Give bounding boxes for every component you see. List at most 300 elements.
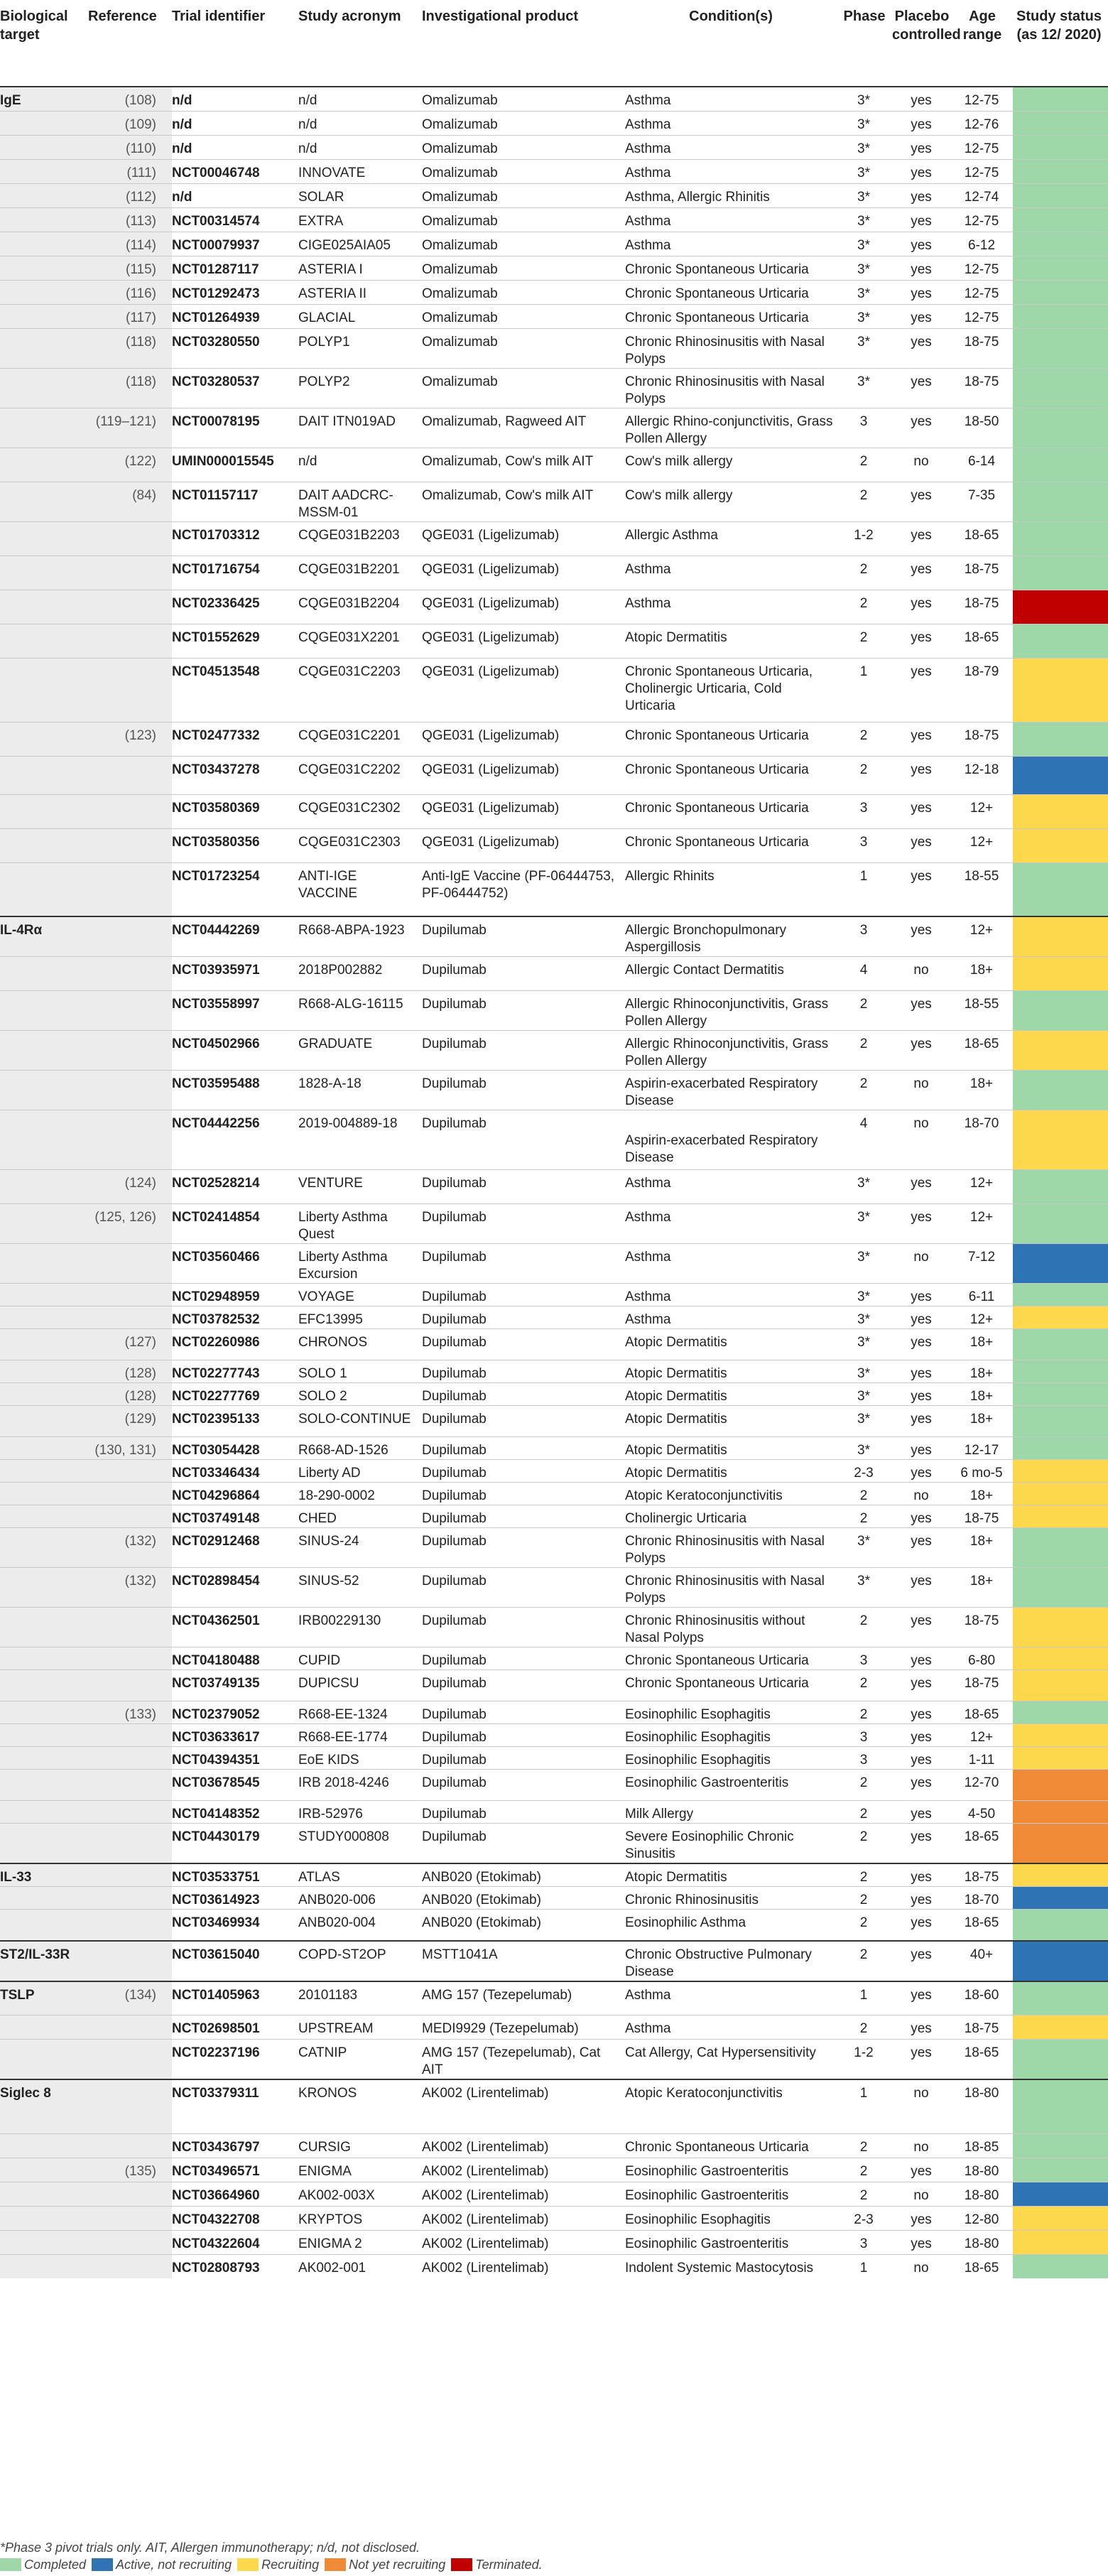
product-cell: Dupilumab bbox=[422, 1707, 487, 1722]
trial-id-cell: NCT01723254 bbox=[172, 868, 260, 884]
phase-cell: 3* bbox=[857, 1176, 870, 1191]
condition-cell: Allergic Bronchopulmonary Aspergillosis bbox=[625, 923, 787, 955]
phase-cell: 3* bbox=[857, 117, 870, 132]
reference-cell bbox=[88, 1863, 172, 1887]
trial-id-cell: NCT04430179 bbox=[172, 1829, 260, 1844]
trial-id-cell: NCT03614923 bbox=[172, 1893, 260, 1907]
placebo-cell: yes bbox=[911, 1037, 932, 1051]
placebo-cell: yes bbox=[911, 1987, 932, 2003]
age-cell: 12-75 bbox=[964, 261, 999, 277]
trial-id-cell: NCT02237196 bbox=[172, 2045, 260, 2060]
status-indicator bbox=[1013, 232, 1108, 256]
acronym-cell: SOLO-CONTINUE bbox=[298, 1412, 411, 1427]
reference-cell bbox=[88, 794, 172, 828]
header-trial: Trial identifier bbox=[172, 0, 298, 87]
acronym-cell: SOLAR bbox=[298, 189, 344, 205]
status-indicator bbox=[1013, 2182, 1108, 2206]
trial-id-cell: NCT01552629 bbox=[172, 629, 260, 645]
phase-cell: 2 bbox=[859, 629, 868, 645]
table-row bbox=[0, 1724, 1108, 1747]
placebo-cell: yes bbox=[911, 2021, 932, 2036]
table-row bbox=[0, 1204, 1108, 1244]
legend-swatch bbox=[0, 2558, 21, 2571]
acronym-cell: UPSTREAM bbox=[298, 2021, 374, 2036]
target-cell bbox=[0, 2254, 88, 2278]
status-indicator bbox=[1013, 408, 1108, 448]
reference-cell bbox=[88, 1031, 172, 1071]
table-row bbox=[0, 2206, 1108, 2230]
age-cell: 18-50 bbox=[964, 413, 999, 429]
phase-cell: 3* bbox=[857, 334, 870, 350]
age-cell: 6-11 bbox=[968, 1289, 995, 1304]
placebo-cell: yes bbox=[911, 1676, 932, 1691]
table-row bbox=[0, 232, 1108, 256]
condition-cell: Chronic Rhinosinusitis with Nasal Polyps bbox=[625, 374, 825, 406]
condition-cell: Chronic Rhinosinusitis with Nasal Polyps bbox=[625, 1574, 825, 1606]
reference-cell: (128) bbox=[88, 1383, 172, 1406]
age-cell: 18-65 bbox=[964, 2045, 999, 2060]
reference-cell: (122) bbox=[88, 448, 172, 482]
target-cell bbox=[0, 1824, 88, 1864]
age-cell: 12+ bbox=[970, 800, 994, 816]
reference-cell: (135) bbox=[88, 2158, 172, 2182]
status-indicator bbox=[1013, 183, 1108, 207]
condition-cell: Asthma bbox=[625, 237, 671, 253]
trial-id-cell: NCT03782532 bbox=[172, 1312, 260, 1327]
reference-cell: (113) bbox=[88, 207, 172, 232]
reference-cell bbox=[88, 862, 172, 916]
phase-cell: 3* bbox=[857, 1534, 870, 1549]
table-row bbox=[0, 590, 1108, 624]
trial-id-cell: n/d bbox=[172, 141, 192, 156]
age-cell: 12-17 bbox=[964, 1443, 999, 1458]
age-cell: 12-75 bbox=[964, 213, 999, 229]
acronym-cell: ENIGMA 2 bbox=[298, 2236, 362, 2251]
trial-id-cell: NCT03935971 bbox=[172, 963, 260, 978]
age-cell: 12+ bbox=[970, 1312, 994, 1327]
reference-cell: (127) bbox=[88, 1329, 172, 1360]
phase-cell: 2 bbox=[859, 595, 868, 611]
reference-cell: (84) bbox=[88, 482, 172, 521]
product-cell: QGE031 (Ligelizumab) bbox=[422, 527, 560, 543]
trial-id-cell: NCT04180488 bbox=[172, 1653, 260, 1668]
reference-cell bbox=[88, 1747, 172, 1770]
condition-cell: Chronic Rhinosinusitis with Nasal Polyps bbox=[625, 334, 825, 367]
reference-cell bbox=[88, 1670, 172, 1701]
condition-cell: Allergic Rhinoconjunctivitis, Grass Pollen Allergy bbox=[625, 997, 829, 1029]
product-cell: AMG 157 (Tezepelumab), Cat AIT bbox=[422, 2045, 601, 2077]
product-cell: Omalizumab bbox=[422, 237, 498, 253]
target-cell bbox=[0, 862, 88, 916]
product-cell: MSTT1041A bbox=[422, 1947, 498, 1962]
age-cell: 18-75 bbox=[964, 1676, 999, 1691]
table-row bbox=[0, 1483, 1108, 1505]
placebo-cell: no bbox=[913, 963, 929, 978]
phase-cell: 3 bbox=[859, 800, 868, 816]
product-cell: AK002 (Lirentelimab) bbox=[422, 2212, 549, 2227]
table-row bbox=[0, 828, 1108, 862]
placebo-cell: no bbox=[913, 1076, 929, 1091]
age-cell: 12+ bbox=[970, 923, 994, 938]
target-cell bbox=[0, 2015, 88, 2040]
trial-id-cell: NCT02948959 bbox=[172, 1289, 260, 1304]
reference-cell bbox=[88, 1824, 172, 1864]
header-placebo: Placebo controlled bbox=[892, 0, 955, 87]
placebo-cell: yes bbox=[911, 286, 932, 301]
header-product: Investigational product bbox=[422, 0, 625, 87]
status-indicator bbox=[1013, 1031, 1108, 1071]
placebo-cell: yes bbox=[911, 1466, 932, 1481]
status-indicator bbox=[1013, 1724, 1108, 1747]
condition-cell: Eosinophilic Gastroenteritis bbox=[625, 2163, 789, 2179]
phase-cell: 3* bbox=[857, 213, 870, 229]
phase-cell: 3* bbox=[857, 1312, 870, 1327]
status-indicator bbox=[1013, 1647, 1108, 1670]
product-cell: Dupilumab bbox=[422, 1488, 487, 1503]
status-indicator bbox=[1013, 1360, 1108, 1383]
product-cell: Dupilumab bbox=[422, 1037, 487, 1051]
status-indicator bbox=[1013, 521, 1108, 556]
table-row bbox=[0, 756, 1108, 794]
trial-id-cell: NCT00046748 bbox=[172, 165, 260, 180]
target-cell: IL-4Rα bbox=[0, 916, 88, 957]
condition-cell: Chronic Spontaneous Urticaria bbox=[625, 2139, 809, 2155]
product-cell: Dupilumab bbox=[422, 1730, 487, 1745]
age-cell: 18-85 bbox=[964, 2139, 999, 2155]
placebo-cell: yes bbox=[911, 1807, 932, 1822]
phase-cell: 2 bbox=[859, 453, 868, 469]
target-cell bbox=[0, 1170, 88, 1204]
target-cell bbox=[0, 1329, 88, 1360]
age-cell: 7-12 bbox=[967, 1250, 996, 1265]
product-cell: Dupilumab bbox=[422, 1613, 487, 1628]
status-indicator bbox=[1013, 482, 1108, 521]
target-cell bbox=[0, 368, 88, 408]
table-row bbox=[0, 2079, 1108, 2133]
condition-cell: Asthma bbox=[625, 595, 671, 611]
placebo-cell: yes bbox=[911, 2236, 932, 2251]
placebo-cell: yes bbox=[911, 1753, 932, 1768]
condition-cell: Cholinergic Urticaria bbox=[625, 1511, 747, 1526]
product-cell: Anti-IgE Vaccine (PF-06444753, PF-06444752) bbox=[422, 868, 615, 901]
trial-id-cell: n/d bbox=[172, 189, 192, 205]
table-row bbox=[0, 1406, 1108, 1437]
table-row bbox=[0, 1770, 1108, 1801]
placebo-cell: yes bbox=[911, 237, 932, 253]
acronym-cell: SINUS-24 bbox=[298, 1534, 359, 1549]
condition-cell: Asthma bbox=[625, 1250, 671, 1265]
status-indicator bbox=[1013, 2206, 1108, 2230]
target-cell bbox=[0, 1406, 88, 1437]
age-cell: 12+ bbox=[970, 1730, 994, 1745]
product-cell: Dupilumab bbox=[422, 1289, 487, 1304]
age-cell: 12-18 bbox=[964, 762, 999, 777]
age-cell: 18-75 bbox=[964, 561, 999, 577]
status-indicator bbox=[1013, 828, 1108, 862]
table-row bbox=[0, 1747, 1108, 1770]
age-cell: 12-75 bbox=[964, 165, 999, 180]
placebo-cell: yes bbox=[911, 527, 932, 543]
phase-cell: 2 bbox=[859, 1870, 868, 1885]
product-cell: AK002 (Lirentelimab) bbox=[422, 2260, 549, 2275]
phase-cell: 3* bbox=[857, 286, 870, 301]
placebo-cell: yes bbox=[911, 1829, 932, 1844]
placebo-cell: yes bbox=[911, 629, 932, 645]
product-cell: Omalizumab bbox=[422, 213, 498, 229]
condition-cell: Asthma bbox=[625, 165, 671, 180]
age-cell: 18-65 bbox=[964, 1829, 999, 1844]
placebo-cell: yes bbox=[911, 595, 932, 611]
product-cell: Dupilumab bbox=[422, 997, 487, 1012]
status-indicator bbox=[1013, 207, 1108, 232]
reference-cell: (112) bbox=[88, 183, 172, 207]
placebo-cell: yes bbox=[911, 213, 932, 229]
status-indicator bbox=[1013, 1887, 1108, 1910]
condition-cell: Chronic Spontaneous Urticaria bbox=[625, 727, 809, 743]
product-cell: Dupilumab bbox=[422, 1335, 487, 1350]
condition-cell: Atopic Dermatitis bbox=[625, 1466, 727, 1481]
age-cell: 18-55 bbox=[964, 997, 999, 1012]
target-cell bbox=[0, 328, 88, 368]
trial-id-cell: NCT03496571 bbox=[172, 2163, 260, 2179]
table-row bbox=[0, 794, 1108, 828]
acronym-cell: R668-EE-1324 bbox=[298, 1707, 388, 1722]
age-cell: 18+ bbox=[970, 1366, 994, 1381]
acronym-cell: KRONOS bbox=[298, 2086, 357, 2101]
phase-cell: 1-2 bbox=[854, 527, 874, 543]
phase-cell: 2 bbox=[859, 1829, 868, 1844]
target-cell bbox=[0, 1568, 88, 1608]
status-indicator bbox=[1013, 756, 1108, 794]
status-indicator bbox=[1013, 624, 1108, 658]
product-cell: Dupilumab bbox=[422, 1466, 487, 1481]
product-cell: Omalizumab bbox=[422, 165, 498, 180]
placebo-cell: no bbox=[913, 453, 929, 469]
phase-cell: 2 bbox=[859, 561, 868, 577]
reference-cell bbox=[88, 1647, 172, 1670]
table-row bbox=[0, 304, 1108, 328]
table-row bbox=[0, 2158, 1108, 2182]
reference-cell bbox=[88, 1244, 172, 1284]
reference-cell: (114) bbox=[88, 232, 172, 256]
status-indicator bbox=[1013, 1483, 1108, 1505]
phase-cell: 1 bbox=[859, 1987, 868, 2003]
acronym-cell: CQGE031C2203 bbox=[298, 664, 401, 679]
placebo-cell: yes bbox=[911, 834, 932, 850]
condition-cell: Atopic Dermatitis bbox=[625, 1366, 727, 1381]
target-cell bbox=[0, 957, 88, 991]
placebo-cell: yes bbox=[911, 664, 932, 679]
trial-id-cell: NCT02477332 bbox=[172, 727, 260, 743]
table-row bbox=[0, 1460, 1108, 1483]
phase-cell: 3* bbox=[857, 310, 870, 325]
age-cell: 18+ bbox=[970, 1412, 994, 1427]
age-cell: 40+ bbox=[970, 1947, 994, 1962]
product-cell: Dupilumab bbox=[422, 1116, 487, 1131]
placebo-cell: no bbox=[913, 2139, 929, 2155]
phase-cell: 2 bbox=[859, 1893, 868, 1907]
acronym-cell: R668-ALG-16115 bbox=[298, 997, 403, 1012]
age-cell: 18-75 bbox=[964, 1511, 999, 1526]
header-age: Age range bbox=[955, 0, 1013, 87]
condition-cell: Atopic Dermatitis bbox=[625, 1335, 727, 1350]
phase-cell: 2 bbox=[859, 762, 868, 777]
target-cell bbox=[0, 232, 88, 256]
product-cell: QGE031 (Ligelizumab) bbox=[422, 561, 560, 577]
acronym-cell: AK002-001 bbox=[298, 2260, 366, 2275]
phase-cell: 3* bbox=[857, 1412, 870, 1427]
product-cell: Omalizumab, Ragweed AIT bbox=[422, 413, 587, 429]
status-indicator bbox=[1013, 1747, 1108, 1770]
trial-id-cell: NCT03595488 bbox=[172, 1076, 260, 1091]
status-indicator bbox=[1013, 1941, 1108, 1981]
target-cell bbox=[0, 2182, 88, 2206]
status-indicator bbox=[1013, 1608, 1108, 1647]
status-indicator bbox=[1013, 1460, 1108, 1483]
product-cell: Dupilumab bbox=[422, 1534, 487, 1549]
condition-cell: Cow's milk allergy bbox=[625, 453, 733, 469]
status-indicator bbox=[1013, 556, 1108, 590]
age-cell: 18+ bbox=[970, 1335, 994, 1350]
age-cell: 18-70 bbox=[964, 1116, 999, 1131]
product-cell: Omalizumab bbox=[422, 310, 498, 325]
reference-cell bbox=[88, 590, 172, 624]
acronym-cell: ANB020-006 bbox=[298, 1893, 376, 1907]
status-indicator bbox=[1013, 1437, 1108, 1460]
product-cell: Dupilumab bbox=[422, 1389, 487, 1404]
phase-cell: 3* bbox=[857, 261, 870, 277]
status-indicator bbox=[1013, 1110, 1108, 1170]
reference-cell: (132) bbox=[88, 1568, 172, 1608]
table-row bbox=[0, 722, 1108, 756]
product-cell: Dupilumab bbox=[422, 1443, 487, 1458]
legend-swatch bbox=[451, 2558, 472, 2571]
placebo-cell: no bbox=[913, 2187, 929, 2203]
status-indicator bbox=[1013, 916, 1108, 957]
table-row bbox=[0, 482, 1108, 521]
header-row bbox=[0, 0, 1108, 87]
legend-item-not-yet bbox=[325, 2556, 445, 2573]
product-cell: AK002 (Lirentelimab) bbox=[422, 2086, 549, 2101]
reference-cell bbox=[88, 2230, 172, 2254]
status-indicator bbox=[1013, 1910, 1108, 1941]
status-indicator bbox=[1013, 1981, 1108, 2015]
reference-cell: (124) bbox=[88, 1170, 172, 1204]
status-indicator bbox=[1013, 1071, 1108, 1110]
acronym-cell: ENIGMA bbox=[298, 2163, 352, 2179]
phase-cell: 3 bbox=[859, 2236, 868, 2251]
table-row bbox=[0, 1329, 1108, 1360]
product-cell: QGE031 (Ligelizumab) bbox=[422, 762, 560, 777]
status-indicator bbox=[1013, 1568, 1108, 1608]
table-row bbox=[0, 1437, 1108, 1460]
table-row bbox=[0, 521, 1108, 556]
table-row bbox=[0, 1701, 1108, 1724]
placebo-cell: yes bbox=[911, 1312, 932, 1327]
product-cell: AK002 (Lirentelimab) bbox=[422, 2139, 549, 2155]
status-indicator bbox=[1013, 2230, 1108, 2254]
product-cell: Dupilumab bbox=[422, 1076, 487, 1091]
condition-cell: Atopic Dermatitis bbox=[625, 629, 727, 645]
product-cell: Dupilumab bbox=[422, 923, 487, 938]
acronym-cell: R668-ABPA-1923 bbox=[298, 923, 405, 938]
target-cell bbox=[0, 1724, 88, 1747]
status-indicator bbox=[1013, 1670, 1108, 1701]
table-row bbox=[0, 2254, 1108, 2278]
status-indicator bbox=[1013, 328, 1108, 368]
trial-id-cell: NCT03469934 bbox=[172, 1915, 260, 1930]
phase-cell: 1 bbox=[859, 868, 868, 884]
legend-label: Not yet recruiting bbox=[349, 2558, 446, 2572]
condition-cell: Chronic Spontaneous Urticaria bbox=[625, 1653, 809, 1668]
phase-cell: 3* bbox=[857, 1366, 870, 1381]
trial-id-cell: NCT01716754 bbox=[172, 561, 260, 577]
acronym-cell: CQGE031C2202 bbox=[298, 762, 401, 777]
reference-cell bbox=[88, 991, 172, 1031]
status-indicator bbox=[1013, 87, 1108, 111]
reference-cell bbox=[88, 1941, 172, 1981]
condition-cell: Eosinophilic Gastroenteritis bbox=[625, 2236, 789, 2251]
status-indicator bbox=[1013, 1383, 1108, 1406]
status-indicator bbox=[1013, 304, 1108, 328]
condition-cell: Chronic Spontaneous Urticaria bbox=[625, 310, 809, 325]
target-cell bbox=[0, 556, 88, 590]
phase-cell: 3* bbox=[857, 374, 870, 389]
status-indicator bbox=[1013, 722, 1108, 756]
trial-id-cell: NCT02898454 bbox=[172, 1574, 260, 1589]
table-row bbox=[0, 957, 1108, 991]
target-cell: IgE bbox=[0, 87, 88, 111]
table-row bbox=[0, 1244, 1108, 1284]
condition-cell: Chronic Spontaneous Urticaria bbox=[625, 762, 809, 777]
acronym-cell: STUDY000808 bbox=[298, 1829, 389, 1844]
footnote: *Phase 3 pivot trials only. AIT, Allergen immunotherapy; n/d, not disclosed. bbox=[0, 2540, 420, 2555]
product-cell: Dupilumab bbox=[422, 1753, 487, 1768]
target-cell bbox=[0, 2040, 88, 2080]
product-cell: Dupilumab bbox=[422, 1829, 487, 1844]
acronym-cell: CATNIP bbox=[298, 2045, 347, 2060]
target-cell bbox=[0, 408, 88, 448]
table-row bbox=[0, 448, 1108, 482]
phase-cell: 2 bbox=[859, 1511, 868, 1526]
reference-cell bbox=[88, 1608, 172, 1647]
status-indicator bbox=[1013, 2040, 1108, 2080]
reference-cell bbox=[88, 1801, 172, 1824]
condition-cell: Chronic Spontaneous Urticaria bbox=[625, 286, 809, 301]
acronym-cell: POLYP2 bbox=[298, 374, 350, 389]
legend-item-terminated bbox=[451, 2556, 542, 2573]
phase-cell: 2 bbox=[859, 1076, 868, 1091]
product-cell: Dupilumab bbox=[422, 1574, 487, 1589]
product-cell: Dupilumab bbox=[422, 1511, 487, 1526]
target-cell bbox=[0, 2158, 88, 2182]
trial-id-cell: NCT03580356 bbox=[172, 834, 260, 850]
status-indicator bbox=[1013, 1329, 1108, 1360]
acronym-cell: 2018P002882 bbox=[298, 963, 383, 978]
legend-label: Terminated. bbox=[475, 2558, 543, 2572]
reference-cell bbox=[88, 828, 172, 862]
reference-cell bbox=[88, 2182, 172, 2206]
phase-cell: 3 bbox=[859, 923, 868, 938]
placebo-cell: yes bbox=[911, 334, 932, 350]
condition-cell: Allergic Rhinoconjunctivitis, Grass Pollen Allergy bbox=[625, 1037, 829, 1068]
table-row bbox=[0, 1505, 1108, 1528]
header-target: Biological target bbox=[0, 0, 88, 87]
reference-cell bbox=[88, 1483, 172, 1505]
acronym-cell: INNOVATE bbox=[298, 165, 366, 180]
age-cell: 18-75 bbox=[964, 1870, 999, 1885]
placebo-cell: yes bbox=[911, 165, 932, 180]
